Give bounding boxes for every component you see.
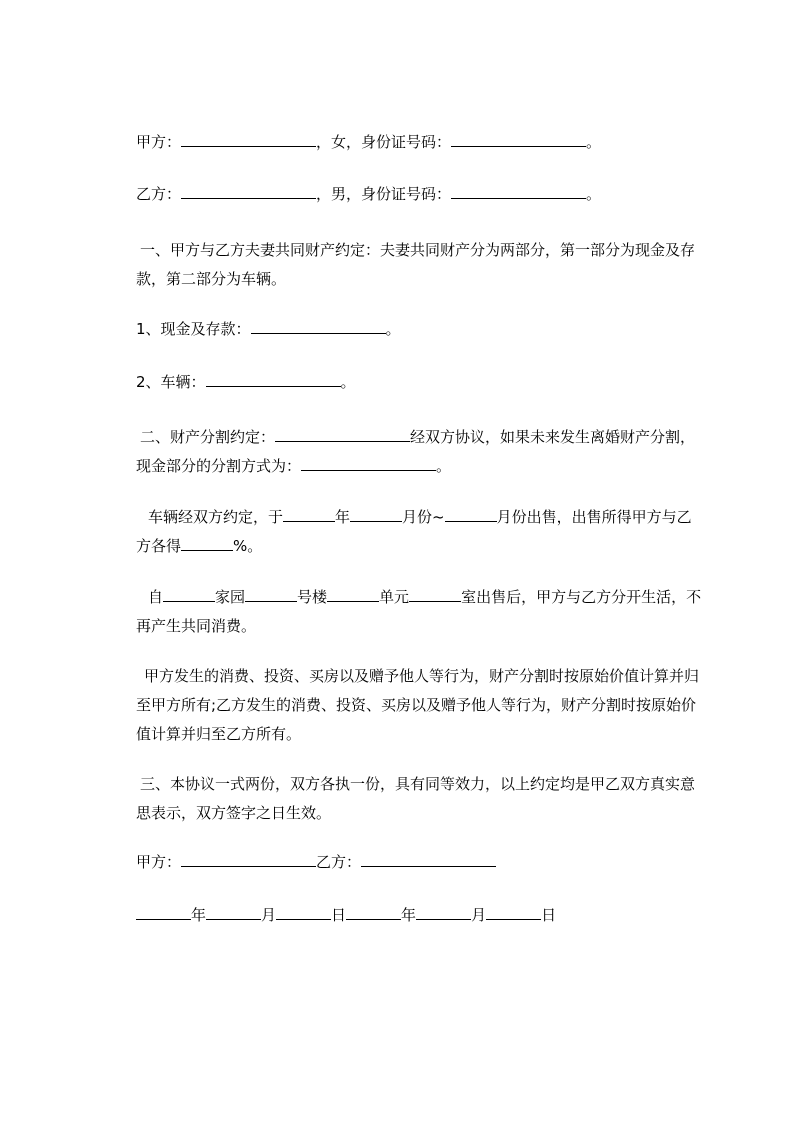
date-b-year-blank[interactable] [346,905,401,920]
date-a-day-blank[interactable] [276,905,331,920]
vehicle-sale-start: 车辆经双方约定，于 [148,508,284,526]
date-b-year-label: 年 [401,906,417,924]
vehicle-year-blank[interactable] [283,507,335,522]
date-b-day-label: 日 [541,906,557,924]
house-building-label: 号楼 [297,588,328,606]
date-line [136,904,636,926]
vehicle-month-from-blank[interactable] [350,507,402,522]
clause-two-blank-1[interactable] [275,427,410,442]
clause-one-paragraph: 一、甲方与乙方夫妻共同财产约定：夫妻共同财产分为两部分，第一部分为现金及存款，第二部分为车辆。 [136,241,696,288]
house-unit-blank[interactable] [327,587,379,602]
date-a-month-blank[interactable] [206,905,261,920]
party-b-line-end: 。 [586,185,602,203]
signature-party-a-label: 甲方： [136,853,182,871]
date-b-day-blank[interactable] [486,905,541,920]
signature-line [136,851,636,873]
vehicle-month-to-blank[interactable] [445,507,497,522]
party-a-label: 甲方： [136,133,182,151]
signature-party-b-label: 乙方： [316,853,362,871]
clause-two-end: 。 [436,457,452,475]
clause-two-middle: 经双方协议，如果未来发生离婚财产分割，现金部分的分割方式为： [136,428,696,475]
house-unit-label: 单元 [379,588,410,606]
item-cash-end: 。 [385,320,401,338]
party-a-gender-id-label: ，女，身份证号码： [316,133,452,151]
item-cash-blank[interactable] [251,319,386,334]
signature-party-b-blank[interactable] [361,852,496,867]
date-a-year-blank[interactable] [136,905,191,920]
vehicle-month-to-label: 月份~ [402,508,445,526]
vehicle-sale-paragraph [136,503,702,561]
vehicle-percent-label: %。 [233,537,263,555]
vehicle-sale-middle: 月份出售，出售所得甲方与乙方各得 [136,508,692,555]
party-b-label: 乙方： [136,185,182,203]
clause-three-paragraph: 三、本协议一式两份，双方各执一份，具有同等效力，以上约定均是甲乙双方真实意思表示，双方签字之日生效。 [136,775,696,822]
item-vehicle-end: 。 [340,373,356,391]
party-a-name-blank[interactable] [181,132,316,147]
clause-two-blank-2[interactable] [301,456,436,471]
date-a-month-label: 月 [261,906,277,924]
house-estate-blank[interactable] [163,587,215,602]
signature-party-a-blank[interactable] [181,852,316,867]
party-b-info-line [136,183,736,205]
party-a-id-blank[interactable] [451,132,586,147]
date-a-year-label: 年 [191,906,207,924]
house-sale-paragraph [136,583,702,641]
date-b-month-blank[interactable] [416,905,471,920]
party-b-name-blank[interactable] [181,184,316,199]
item-vehicle-label: 2、车辆： [136,373,206,391]
party-b-id-blank[interactable] [451,184,586,199]
clause-two-start: 二、财产分割约定： [140,428,276,446]
house-room-blank[interactable] [409,587,461,602]
item-vehicle-line [136,371,636,393]
house-start: 自 [148,588,164,606]
item-cash-label: 1、现金及存款： [136,320,251,338]
party-b-gender-id-label: ，男，身份证号码： [316,185,452,203]
house-estate-label: 家园 [215,588,246,606]
date-b-month-label: 月 [471,906,487,924]
party-a-info-line [136,131,736,153]
clause-two-paragraph [136,423,702,481]
house-building-blank[interactable] [245,587,297,602]
vehicle-percent-blank[interactable] [181,536,233,551]
item-cash-line [136,318,636,340]
vehicle-year-label: 年 [335,508,351,526]
party-a-line-end: 。 [586,133,602,151]
item-vehicle-blank[interactable] [206,372,341,387]
date-a-day-label: 日 [331,906,347,924]
house-room-rest: 室出售后，甲方与乙方分开生活，不再产生共同消费。 [136,588,702,635]
consumption-paragraph: 甲方发生的消费、投资、买房以及赠予他人等行为，财产分割时按原始价值计算并归至甲方所有;乙方发生的消费、投资、买房以及赠予他人等行为，财产分割时按原始价值计算并归至乙方所有。 [136,667,700,743]
